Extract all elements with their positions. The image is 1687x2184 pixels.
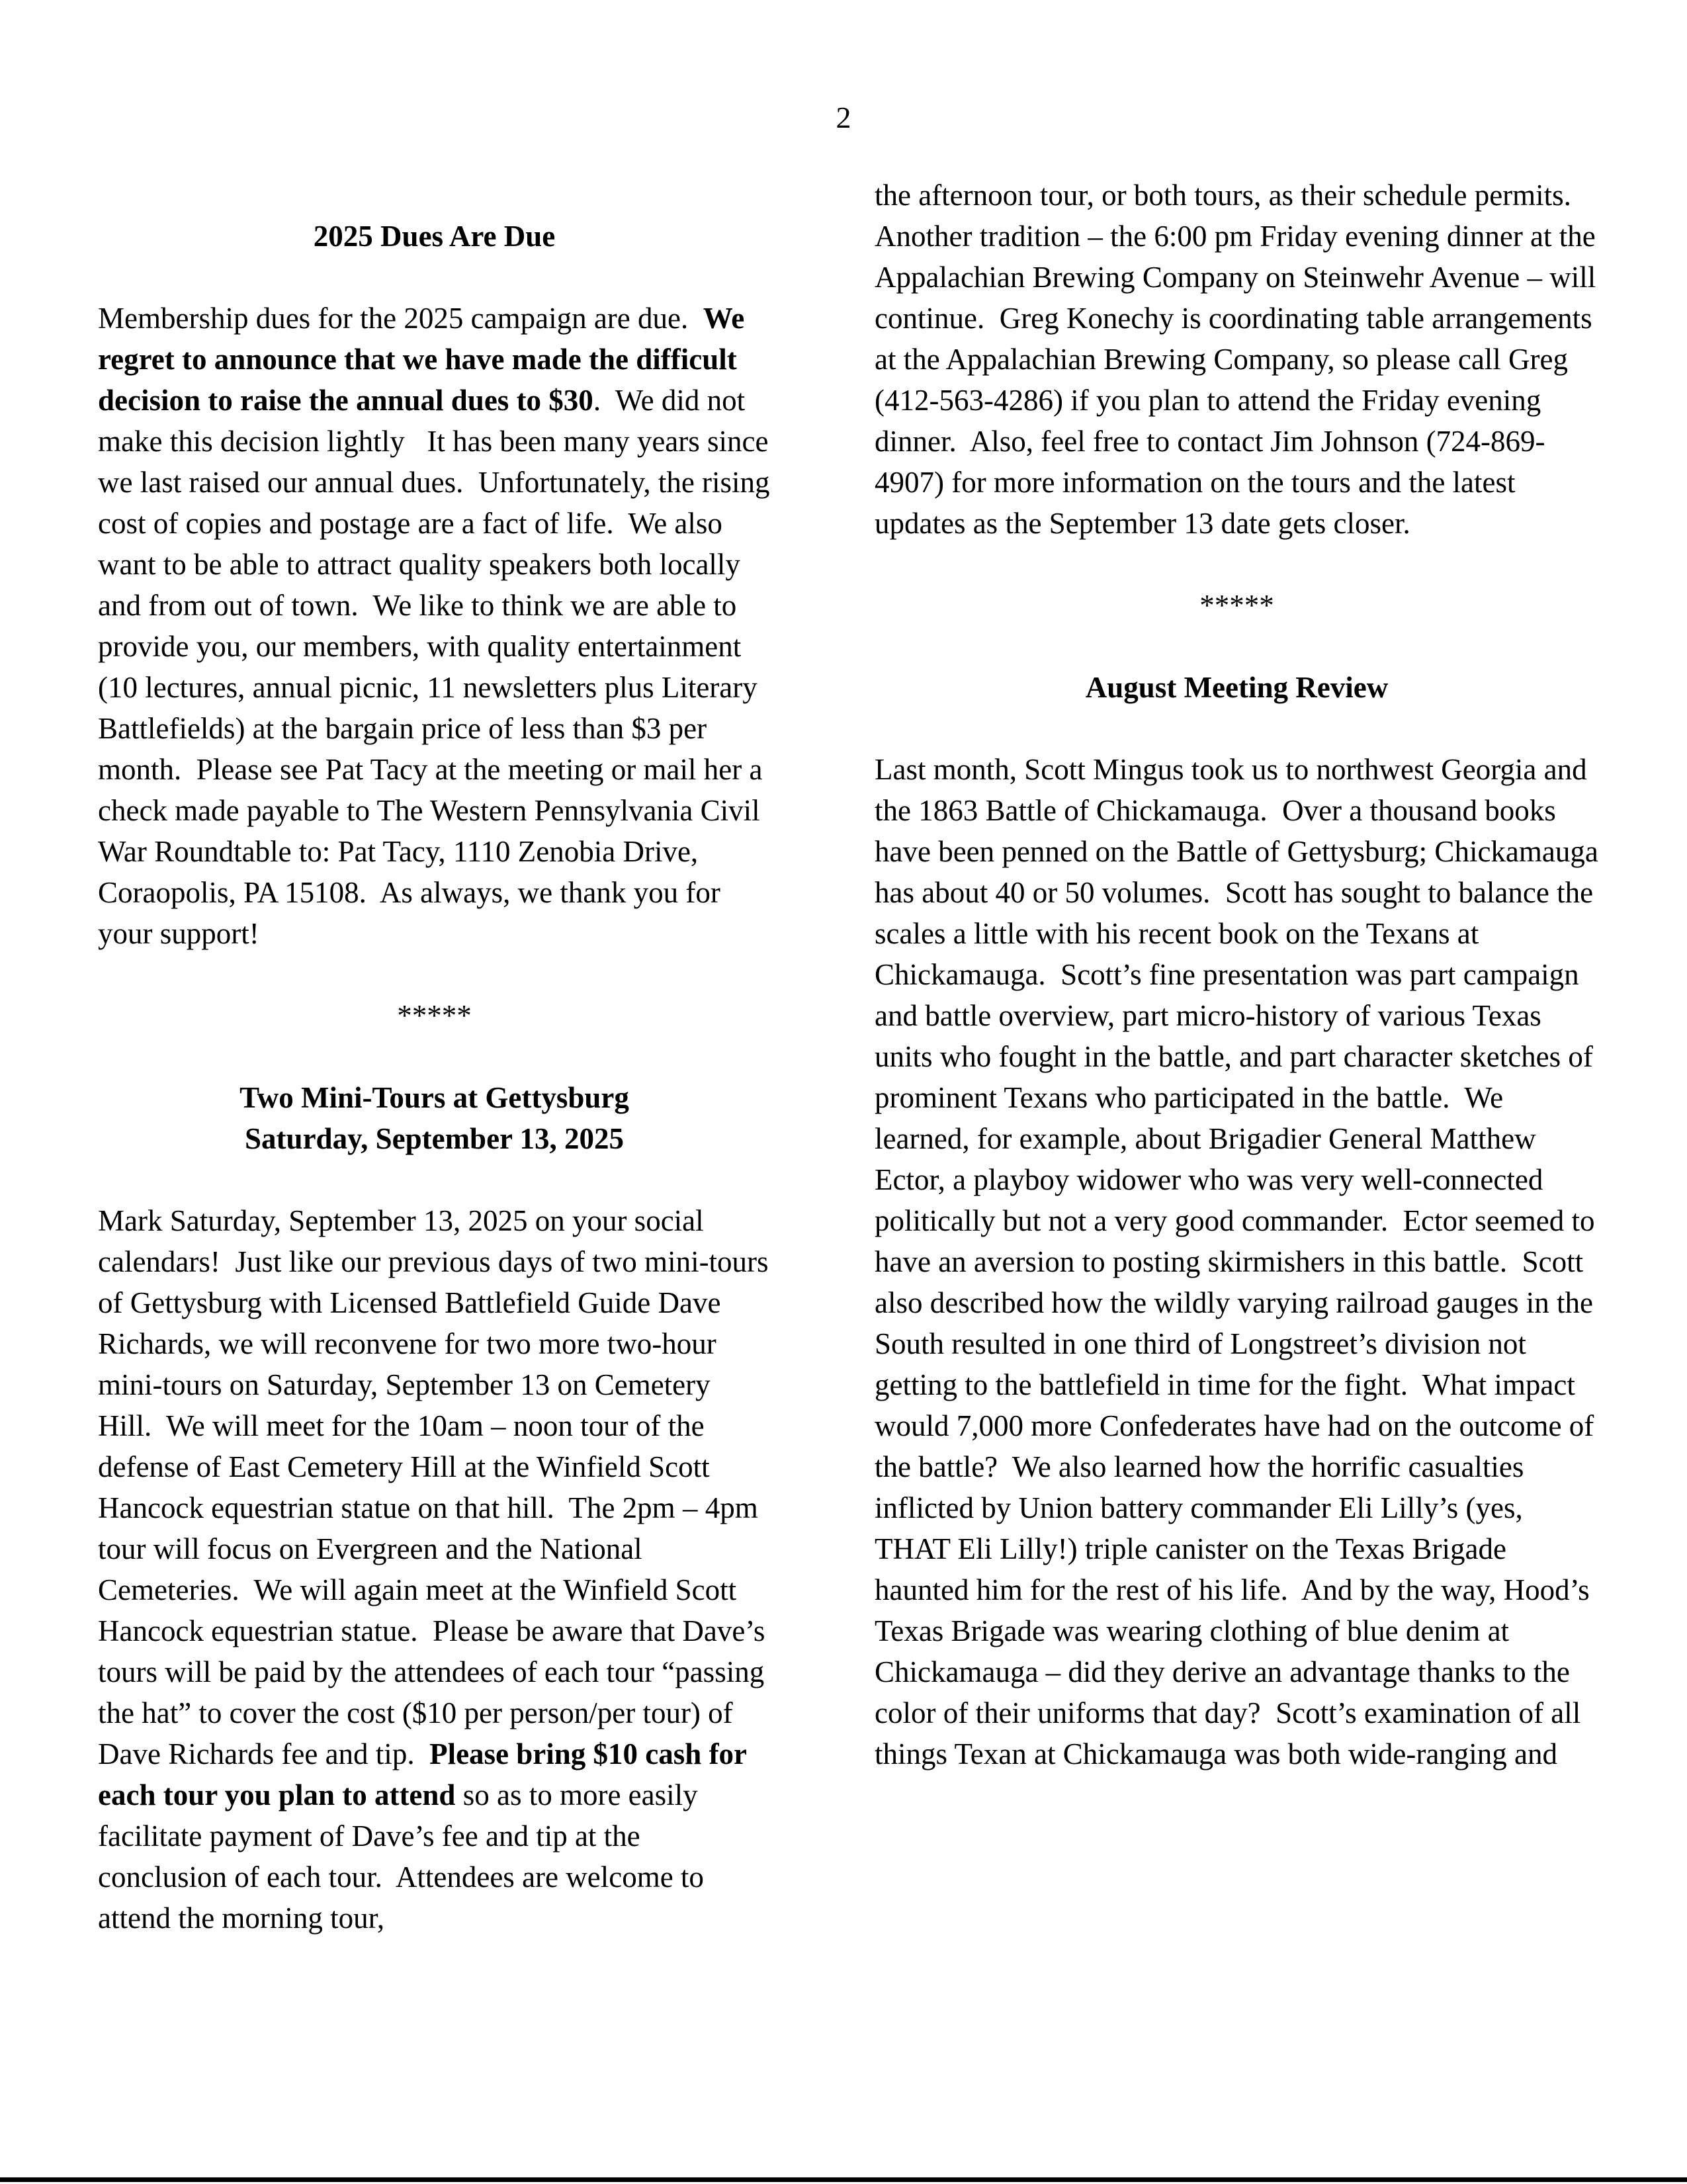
left-column bbox=[98, 175, 777, 1939]
dues-run-1: Membership dues for the 2025 campaign are due. bbox=[98, 302, 703, 335]
august-meeting-paragraph: Last month, Scott Mingus took us to northwest Georgia and the 1863 Battle of Chickamauga. Over a thousand books have been penned on the Battle of Gettysburg; Chickamauga has about 40 or 50 volumes. Scott has sought to balance the scales a little with his recent book on the Texans at Chickamauga. Scott’s fine presentation was part campaign and battle overview, part micro-history of various Texas units who fought in the battle, and part character sketches of prominent Texans who participated in the battle. We learned, for example, about Brigadier General Matthew Ector, a playboy widower who was very well-connected politically but not a very good commander. Ector seemed to have an aversion to posting skirmishers in this battle. Scott also described how the wildly varying railroad gauges in the South resulted in one third of Longstreet’s division not getting to the battlefield in time for the fight. What impact would 7,000 more Confederates have had on the outcome of the battle? We also learned how the horrific casualties inflicted by Union battery commander Eli Lilly’s (yes, THAT Eli Lilly!) triple canister on the Texas Brigade haunted him for the rest of his life. And by the way, Hood’s Texas Brigade was wearing clothing of blue denim at Chickamauga – did they derive an advantage thanks to the color of their uniforms that day? Scott’s examination of all things Texan at Chickamauga was both wide-ranging and bbox=[875, 753, 1606, 1770]
tours-heading-line1: Two Mini-Tours at Gettysburg bbox=[239, 1081, 629, 1114]
page-bottom-rule bbox=[0, 2177, 1687, 2182]
dues-paragraph bbox=[98, 298, 777, 954]
tours-continuation-paragraph: the afternoon tour, or both tours, as their schedule permits. Another tradition – the 6:00 pm Friday evening dinner at the Appalachian Brewing Company on Steinwehr Avenue – will continue. Greg Konechy is coordinating table arrangements at the Appalachian Brewing Company, so please call Greg (412-563-4286) if you plan to attend the Friday evening dinner. Also, feel free to contact Jim Johnson (724-869-4907) for more information on the tours and the latest updates as the September 13 date gets closer. bbox=[875, 179, 1604, 540]
tours-heading bbox=[98, 1077, 771, 1159]
left-separator: ***** bbox=[397, 999, 472, 1032]
two-column-layout bbox=[0, 175, 1687, 1939]
tours-run-2-bold: Please bring $10 cash for each tour you plan to attend bbox=[98, 1737, 754, 1812]
tours-run-1: Mark Saturday, September 13, 2025 on your social calendars! Just like our previous days of two mini-tours of Gettysburg with Licensed Battlefield Guide Dave Richards, we will reconvene for two more two-hour mini-tours on Saturday, September 13 on Cemetery Hill. We will meet for the 10am – noon tour of the defense of East Cemetery Hill at the Winfield Scott Hancock equestrian statue on that hill. The 2pm – 4pm tour will focus on Evergreen and the National Cemeteries. We will again meet at the Winfield Scott Hancock equestrian statue. Please be aware that Dave’s tours will be paid by the attendees of each tour “passing the hat” to cover the cost ($10 per person/per tour) of Dave Richards fee and tip. bbox=[98, 1204, 776, 1770]
page-number: 2 bbox=[836, 101, 851, 134]
tours-run-3: so as to more easily facilitate payment of Dave’s fee and tip at the conclusion of each tour. Attendees are welcome to attend the morning tour, bbox=[98, 1778, 712, 1935]
tours-paragraph bbox=[98, 1200, 776, 1939]
right-separator: ***** bbox=[1199, 589, 1274, 622]
dues-heading: 2025 Dues Are Due bbox=[313, 220, 556, 253]
tours-heading-line2: Saturday, September 13, 2025 bbox=[245, 1122, 624, 1155]
august-meeting-heading: August Meeting Review bbox=[1085, 671, 1389, 704]
dues-run-2-bold: We regret to announce that we have made the difficult decision to raise the annual dues to $30 bbox=[98, 302, 752, 417]
dues-run-3: . We did not make this decision lightly It has been many years since we last raised our annual dues. Unfortunately, the rising cost of copies and postage are a fact of life. We also want to be able to attract quality speakers both locally and from out of town. We like to think we are able to provide you, our members, with quality entertainment (10 lectures, annual picnic, 11 newsletters plus Literary Battlefields) at the bargain price of less than $3 per month. Please see Pat Tacy at the meeting or mail her a check made payable to The Western Pennsylvania Civil War Roundtable to: Pat Tacy, 1110 Zenobia Drive, Coraopolis, PA 15108. As always, we thank you for your support! bbox=[98, 384, 777, 950]
right-column bbox=[875, 175, 1606, 1939]
